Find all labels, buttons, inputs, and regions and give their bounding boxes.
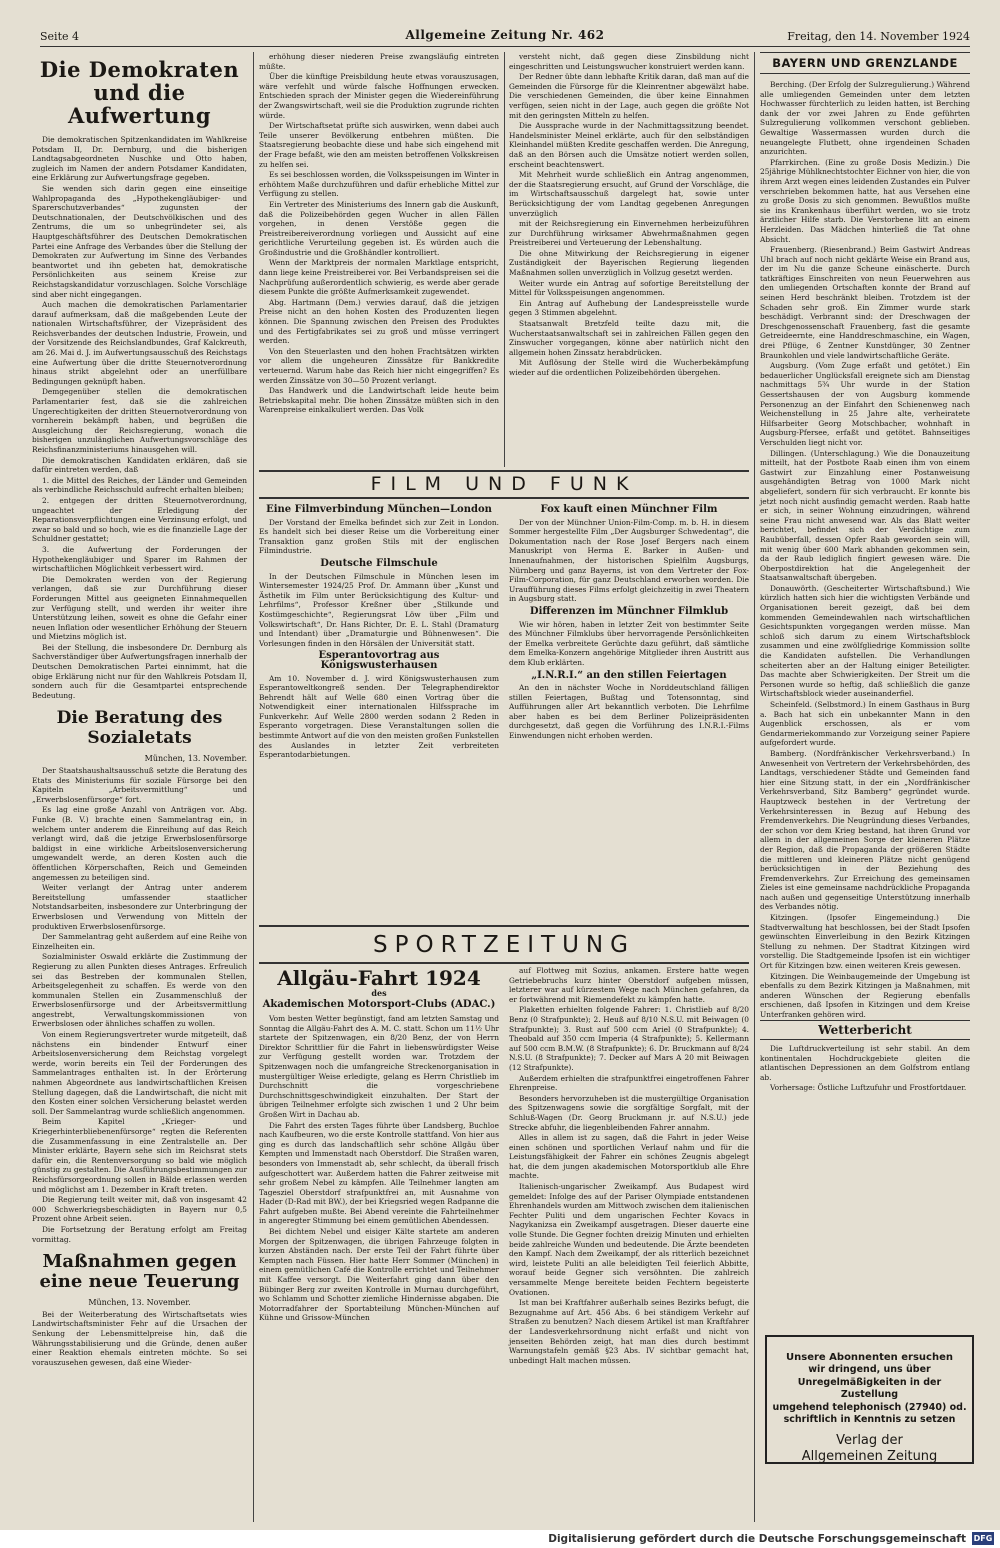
film-funk-banner: FILM UND FUNK: [370, 473, 638, 495]
dfg-logo: DFG: [973, 1534, 993, 1543]
article-paragraph: 1. die Mittel des Reiches, der Länder und Gemeinden als verbindliche Reichsschuld aufrecht erhalten bleiben;: [32, 475, 247, 495]
footer-credit: Digitalisierung gefördert durch die Deutsche Forschungsgemeinschaft: [548, 1533, 966, 1545]
film-column-right: [509, 502, 749, 922]
article-paragraph: Pfarrkirchen. (Eine zu große Dosis Medizin.) Die 25jährige Mühlknechtstochter Eichner von hier, die von ihrem Arzt wegen eines leidenden Zustandes ein Pulver verschrieben bekommen hatte, hat aus Versehen eine zu große Dosis zu sich genommen. Bewußtlos mußte sie ins Krankenhaus überführt werden, wo sie trotz ärztlicher Hilfe starb. Die Verstorbene litt an einem Herzleiden. Das Mädchen hinterließ die Tat ohne Absicht.: [760, 157, 971, 244]
section-rule: [259, 497, 749, 499]
weather-section: [760, 1020, 970, 1140]
article-paragraph: Abg. Hartmann (Dem.) verwies darauf, daß die jetzigen Preise nicht an den hohen Kosten des Produzenten liegen können. Die Spannung zwischen den Preisen des Produktes und des Fertigfabrikates sei zu groß und müsse verringert werden.: [259, 297, 499, 346]
article-paragraph: Von den Steuerlasten und den hohen Frachtsätzen wirkten vor allem die ungeheuren Zinssätze für Bankkredite verteuernd. Warum habe das Reich hier nicht eingegriffen? Es werden Zinssätze von 30—50 Prozent verlangt.: [259, 346, 499, 385]
article-paragraph: auf Flottweg mit Sozius, ankamen. Erstere hatte wegen Getriebebruchs kurz hinter Oberstdorf aufgeben müssen, letzterer war auf kürzestem Wege nach München gefahren, da er fortwährend mit Riemendefekt zu kämpfen hatte.: [509, 966, 749, 1004]
article-paragraph: Sozialminister Oswald erklärte die Zustimmung der Regierung zu allen Punkten dieses Antrages. Erfreulich sei das Bestreben der kommunalen Stellen, Arbeitsgelegenheit zu schaffen. Es werde von den kommunalen Stellen ein Zusammenschluß der Erwerbslosenfürsorge und der Arbeitsvermittlung angestrebt, Verwaltungskommissionen von Erwerbslosen oder ähnliches schaffen zu wollen.: [32, 952, 247, 1029]
notice-line-4: schriftlich in Kenntnis zu setzen: [783, 1414, 956, 1425]
article-paragraph: Der Staatshaushaltsausschuß setzte die Beratung des Etats des Ministeriums für soziale Fürsorge bei den Kapiteln „Arbeitsvermittlung“ und „Erwerbslosenfürsorge“ fort.: [32, 766, 247, 804]
headline-demokraten: Die Demokraten und die Aufwertung: [39, 57, 240, 128]
column-divider: [504, 52, 505, 467]
weather-title: Wetterbericht: [760, 1020, 970, 1040]
notice-publisher-2: Allgemeinen Zeitung: [801, 1448, 938, 1464]
article-teuerung-body: [32, 1310, 247, 1368]
article-paragraph: Bei der Weiterberatung des Wirtschaftsetats wies Landwirtschaftsminister Fehr auf die Ursachen der Senkung der Lebensmittelpreise hin, daß die Währungsstabilisierung und die Gründe, denen außer einer Reaktion ehemals eintreten möchte. So sei vorauszusehen gewesen, daß eine Wieder-: [32, 1309, 247, 1367]
weather-text: Die Luftdruckverteilung ist sehr stabil. An dem kontinentalen Hochdruckgebiete gleiten die atlantischen Depressionen an dem Golfstrom entlang ab.: [760, 1044, 970, 1082]
film-article-title: „I.N.R.I.“ an den stillen Feiertagen: [531, 669, 727, 681]
article-paragraph: Mit Mehrheit wurde schließlich ein Antrag angenommen, der die Staatsregierung ersucht, auf Grund der Vorschläge, die im Wirtschaftsausschuß dargelegt hat, sowie unter Berücksichtigung der vom Landtag gegebenen Anregungen unverzüglich: [509, 170, 749, 218]
headline-sozialetat: Die Beratung des Sozialetats: [56, 708, 223, 749]
column-1: [32, 52, 247, 1527]
film-article-text: Wie wir hören, haben in letzter Zeit von bestimmter Seite des Münchner Filmklubs über hervorragende Persönlichkeiten der Emelka verbreitete Gerüchte dazu geführt, daß sämtliche dem Emelka-Konzern angehörige Mitglieder ihren Austritt aus dem Klub erklärten.: [509, 619, 749, 667]
article-paragraph: Die demokratischen Kandidaten erklären, daß sie dafür eintreten werden, daß: [32, 455, 247, 475]
article-paragraph: Italienisch-ungarischer Zweikampf. Aus Budapest wird gemeldet: Infolge des auf der Pariser Olympiade entstandenen Ehrenhandels wurden am Mittwoch zwischen dem italienischen Fechter Puliti und dem ungarischen Fechter Kovacs in Nagykanizsa ein Zweikampf ausgetragen. Dieser dauerte eine volle Stunde. Die Gegner fochten dreizig Minuten und erhielten beide zahlreiche Wunden und bedeutende. Die Ärzte beendeten den Kampf. Nach dem Zweikampf, der als ritterlich bezeichnet wird, leistete Puliti an alle beleidigten Teil feierlich Abbitte, worauf beide Gegner sich versöhnten. Die zahlreich versammelte Menge bereitete beiden Fechtern begeisterte Ovationen.: [509, 1182, 749, 1297]
film-article-title: Esperantovortrag aus Königswusterhausen: [318, 650, 440, 671]
article-sozialetat-body: [32, 766, 247, 1244]
article-paragraph: Ist man bei Kraftfahrer außerhalb seines Bezirks befugt, die Bezugnahme auf Art. 456 Abs. 6 bei ständigem Verkehr auf Straßen zu benutzen? Nach diesem Artikel ist man Kraftfahrer der Landesverkehrsordnung nicht erfaßt und nicht von jenseiten Behörden zeigt, hat man dies durch bestimmt Warnungstafeln gemäß §23 Abs. IV sichtbar gemacht hat, unbedingt Halt machen müssen.: [509, 1298, 749, 1365]
film-article-title: Deutsche Filmschule: [320, 557, 438, 569]
article-paragraph: Alles in allem ist zu sagen, daß die Fahrt in jeder Weise einen schönen und sportlichen Verlauf nahm und für die Leistungsfähigkeit der Fahrer ein schönes Zeugnis abgelegt hat, die dem jungen akademischen Motorsportklub alle Ehre machte.: [509, 1133, 749, 1181]
section-rule: [259, 962, 749, 964]
article-paragraph: Die Regierung teilt weiter mit, daß von insgesamt 42 000 Schwerkriegsbeschädigten in Bayern nur 0,5 Prozent ohne Arbeit seien.: [32, 1195, 247, 1224]
article-paragraph: Sie wenden sich darin gegen eine einseitige Wahlpropaganda des „Hypothekengläubiger- und Sparerschutzverbandes“ zugunsten der Deutschnationalen, der Deutschvölkischen und des Zentrums, die um so unbegründeter sei, als Hauptgeschäftsführer des Deutschen Demokratischen Partei eine Anfrage des Verbandes über die Stellung der Demokraten zur Aufwertung im Sinne des Verbandes beantwortet und ihn gebeten hat, demokratische Persönlichkeiten aus seinem Kreise zur Reichstagskandidatur vorzuschlagen. Solche Vorschläge sind aber nicht eingegangen.: [32, 183, 247, 299]
page-header: [40, 28, 970, 47]
article-paragraph: Scheinfeld. (Selbstmord.) In einem Gasthaus in Burg a. Bach hat sich ein unbekannter Mann in den Augenblick erschossen, als er vom Gendarmeriekommando zur Vorzeigung seiner Papiere aufgefordert wurde.: [760, 700, 970, 748]
sport-subheadline: Akademischen Motorsport-Clubs (ADAC.): [262, 999, 496, 1010]
bayern-news: [760, 80, 970, 1020]
article-paragraph: Dillingen. (Unterschlagung.) Wie die Donauzeitung mitteilt, hat der Postbote Raab einen ihm von einem Gastwirt zur Einzahlung einer Postanweisung ausgehändigten Betrag von 1000 Mark nicht abgeliefert, sondern für sich verbraucht. Er konnte bis jetzt noch nicht ausfindig gemacht werden. Raab hatte er sich, in seiner Wohnung einzudringen, während seine Frau nicht anwesend war. Als das Blatt weiter berichtet, befindet sich der Verdächtige zum Raubüberfall, dessen Opfer Raab geworden sein will, mit wenig über 600 Mark abhanden gekommen sein, da der Raub lediglich fingiert gewesen wäre. Die Oberpostdirektion hat die Angelegenheit der Staatsanwaltschaft übergeben.: [760, 448, 970, 583]
article-demokraten-body: [32, 135, 247, 700]
article-paragraph: Frauenberg. (Riesenbrand.) Beim Gastwirt Andreas Uhl brach auf noch nicht geklärte Weise ein Brand aus, der im Nu die ganze Scheune einäscherte. Durch tatkräftiges Einschreiten von neun Feuerwehren aus den umliegenden Ortschaften konnte der Brand auf seinen Herd beschränkt bleiben. Trotzdem ist der Schaden sehr groß. Ein Zimmer wurde stark beschädigt. Verbrannt sind: der Dreschwagen der Dreschgenossenschaft Frauenberg, fast die gesamte Getreideernte, eine Handdreschmaschine, ein Wagen, drei Pflüge, 6 Zentner Kunstdünger, 30 Zentner Braunkohlen und viele landwirtschaftliche Geräte.: [760, 245, 970, 360]
article-paragraph: mit der Reichsregierung ein Einvernehmen herbeizuführen zur Durchführung wirksamer Abwehrmaßnahmen gegen Preistreiberei und Verteuerung der Lebenshaltung.: [509, 219, 749, 248]
article-paragraph: Der Sammelantrag geht außerdem auf eine Reihe von Einzelheiten ein.: [32, 932, 247, 951]
column-divider: [754, 52, 755, 1522]
digitization-footer: [0, 1530, 1000, 1548]
article-paragraph: 3. die Aufwertung der Forderungen der Hypothekengläubiger und Sparer im Rahmen der wirtschaftlichen Möglichkeit verbessert wird.: [32, 544, 247, 574]
article-teuerung-end: [509, 52, 749, 378]
film-article-text: An den in nächster Woche in Norddeutschland fälligen stillen Feiertagen, Bußtag und Totensonntag, sind Aufführungen aller Art bekanntlich verboten. Die Lehrfilme aber haben es bei dem Berliner Polizeipräsidenten durchgesetzt, daß gegen die Vorführung des I.N.R.I.-Films Einwendungen nicht erhoben werden.: [509, 683, 749, 741]
column-3-top: [509, 52, 749, 467]
section-rule: [259, 925, 749, 927]
column-divider: [253, 52, 254, 1522]
column-2-top: [259, 52, 499, 467]
film-article-text: Der von der Münchner Union-Film-Comp. m. b. H. in diesem Sommer hergestellte Film „Der Augsburger Schwedentag“, die Dokumentation nach der Rose Josef Bergers nach einem Manuskript von Herma E. Barker in Außen- und Innenaufnahmen, der historischen Spielfilm Augsburgs, Nürnberg und ganz Bayerns, ist von dem Vertreter der Fox-Film-Corporation, für ganz Deutschland erworben worden. Die Uraufführung dieses Films erfolgt gleichzeitig in zwei Theatern in Augsburg statt.: [509, 517, 749, 604]
article-paragraph: Mit Auflösung der Stelle wird die Wucherbekämpfung wieder auf die ordentlichen Polizeibehörden übergehen.: [509, 358, 749, 377]
film-column-left: [259, 502, 499, 922]
sport-headline-des: des: [371, 988, 387, 998]
column-4: [760, 52, 971, 1019]
subscriber-notice: [765, 1335, 974, 1464]
article-paragraph: Ein Antrag auf Aufhebung der Landespreisstelle wurde gegen 3 Stimmen abgelehnt.: [509, 298, 749, 318]
dateline-sozialetat: München, 13. November.: [144, 754, 247, 764]
dateline-teuerung: München, 13. November.: [88, 1298, 191, 1308]
article-paragraph: Bei dichtem Nebel und eisiger Kälte startete am anderen Morgen der Spitzenwagen, die übrigen Fahrzeuge folgten in kurzen Abständen nach. Der erste Teil der Fahrt führte über Kempten nach Füssen. Hier hatte Herr Sommer (München) in einem gemütlichen Café die Kontrolle errichtet und Teilnehmer mit Kaffee versorgt. Die Weiterfahrt ging dann über den Bübinger Berg zur zweiten Kontrolle in Murnau durchgeführt, wo Schlamm und Schotter ziemliche Hindernisse abgaben. Die Motorradfahrer der Sportabteilung München-München auf Kühne und Grissow-München: [259, 1227, 499, 1323]
weather-forecast: Vorhersage: Östliche Luftzufuhr und Frostfortdauer.: [770, 1083, 967, 1093]
article-paragraph: Die ohne Mitwirkung der Reichsregierung in eigener Zuständigkeit der Bayerischen Regierung liegenden Maßnahmen sollen unverzüglich in Vollzug gesetzt werden.: [509, 248, 749, 278]
article-paragraph: Weiter wurde ein Antrag auf sofortige Bereitstellung der Mittel für Volksspeisungen angenommen.: [509, 278, 749, 298]
notice-line-3: umgehend telephonisch (27940) od.: [772, 1401, 967, 1413]
article-paragraph: Bei der Stellung, die insbesondere Dr. Dernburg als Sachverständiger über Aufwertungsfragen innerhalb der Deutschen Demokratischen Partei einnimmt, hat die obige Erklärung nicht nur für den Wahlkreis Potsdam II, sondern auch für die Gesamtpartei entsprechende Bedeutung.: [32, 642, 247, 700]
article-paragraph: Die Fortsetzung der Beratung erfolgt am Freitag vormittag.: [32, 1224, 247, 1244]
article-paragraph: Berching. (Der Erfolg der Sulzregulierung.) Während alle umliegenden Gemeinden unter dem letzten Hochwasser fürchterlich zu leiden hatten, ist Berching dank der vor zwei Jahren zu Ende geführten Sulzregulierung vollkommen verschont geblieben. Gewaltige Wassermassen wurden durch die neuangelegte Flutbett, ohne irgendeinen Schaden anzurichten.: [760, 80, 970, 157]
article-paragraph: Kitzingen. (Ipsofer Eingemeindung.) Die Stadtverwaltung hat beschlossen, bei der Stadt Ipsofen gewünschten Einverleibung in den Bezirk Kitzingen Stellung zu nehmen. Der Stadtrat Kitzingen wird vorstellig. Die Stadtgemeinde Ipsofen ist ein wichtiger Ort für Kitzingen bzw. einen weiteren Kreis gewesen.: [760, 913, 970, 971]
article-paragraph: Von einem Regierungsvertreter wurde mitgeteilt, daß nächstens ein bindender Entwurf einer Arbeitslosenversicherung dem Reichstag vorgelegt werde, worin bereits ein Teil der Forderungen des Sammelantrages enthalten ist. In der Erörterung nahmen Abgeordnete aus landwirtschaftlichen Kreisen Stellung dagegen, daß die Landwirtschaft, die nicht mit den Kosten einer solchen Versicherung belastet werden soll. Der Sammelantrag wurde schließlich angenommen.: [32, 1030, 247, 1116]
sport-column-left: [259, 966, 499, 1522]
article-paragraph: Staatsanwalt Bretzfeld teilte dazu mit, die Wucherstaatsanwaltschaft sei in zahlreichen Fällen gegen den Zinswucher vorgegangen, könne aber natürlich nicht den allgemein hohen Zinssatz herabdrücken.: [509, 319, 749, 357]
sport-headline: Allgäu-Fahrt 1924: [277, 966, 481, 990]
film-article-title: Differenzen im Münchner Filmklub: [529, 605, 729, 617]
article-paragraph: Augsburg. (Vom Zuge erfaßt und getötet.) Ein bedauerlicher Unglücksfall ereignete sich am Dienstag nachmittags 5¾ Uhr wurde in der Station Gessertshausen der von Augsburg kommende Personenzug an der Einfahrt den Schienenweg nach Weichenstellung in 25 Jahre alte, verheiratete Hilfsarbeiter Georg Motschbacher, wohnhaft in Augsburg-Pfersee, erfaßt und getötet. Bahnseitiges Verschulden liegt nicht vor.: [760, 361, 970, 447]
page-number: Seite 4: [40, 30, 79, 43]
article-paragraph: Der Wirtschaftsetat prüfte sich auswirken, wenn dabei auch Teile unserer Bevölkerung entbehren müßten. Die Staatsregierung beobachte diese und habe sich eingehend mit der Frage befaßt, wie den am meisten betroffenen Volkskreisen zu helfen sei.: [259, 121, 499, 169]
article-paragraph: Beim Kapitel „Krieger- und Kriegerhinterbliebenenfürsorge“ regten die Referenten die Zusammenfassung in eine Zentralstelle an. Der Minister erklärte, Bayern sehe sich im Reichsrat stets dafür ein, die Rentenversorgung so bald wie möglich günstig zu gestalten. Die Ausführungsbestimmungen zur Reichsfürsorgeordnung sollen in Bälde erlassen werden und möglichst am 1. Dezember in Kraft treten.: [32, 1117, 247, 1194]
film-article-title: Fox kauft einen Münchner Film: [540, 504, 718, 515]
article-paragraph: Es sei beschlossen worden, die Volksspeisungen im Winter in erhöhtem Maße durchzuführen und dafür erhebliche Mittel zur Verfügung zu stellen.: [259, 170, 499, 199]
article-paragraph: Ein Vertreter des Ministeriums des Innern gab die Auskunft, daß die Polizeibehörden gegen Wucher in allen Fällen vorgehen, in denen Verstöße gegen die Preistreibereiverordnung vorliegen und Aussicht auf eine gerichtliche Verurteilung gegeben ist. Es würden auch die Großindustrie und die Großhändler kontrolliert.: [259, 199, 499, 257]
film-article-text: Der Vorstand der Emelka befindet sich zur Zeit in London. Es handelt sich bei dieser Reise um die Vorbereitung einer Transaktion ganz großen Stils mit der englischen Filmindustrie.: [259, 517, 499, 556]
article-paragraph: Auch machen die demokratischen Parlamentarier darauf aufmerksam, daß die maßgebenden Leute der nationalen Wirtschaftsführer, der Vizepräsident des Reichsverbandes der deutschen Industrie, Frowein, und der Vorsitzende des Reichslandbundes, Graf Kalckreuth, am 26. Mai d. J. im Aufwertungsausschuß des Reichstags eine Aufwertung über die dritte Steuernotverordnung hinaus strikt abgelehnt oder an unerfüllbare Bedingungen geknüpft haben.: [32, 300, 247, 386]
article-paragraph: Außerdem erhielten die strafpunktfrei eingetroffenen Fahrer Ehrenpreise.: [509, 1073, 749, 1093]
article-paragraph: Die Fahrt des ersten Tages führte über Landsberg, Buchloe nach Kaufbeuren, wo die erste Kontrolle stattfand. Von hier aus ging es durch das landschaftlich sehr schöne Allgäu über Kempten und Immenstadt nach Oberstdorf. Die Straßen waren, besonders von Immenstadt ab, sehr schlecht, da überall frisch aufgeschottert war. Außerdem hatten die Fahrer zeitweise mit sehr großem Nebel zu kämpfen. Alle Teilnehmer langten am Tagesziel Oberstdorf strafpunktfrei an, mit Ausnahme von Hader (D-Rad mit BW.), der bei Kriegsried wegen Radpanne die Fahrt aufgeben mußte. Bei Abend vereinte die Fahrteilnehmer in angeregter Stimmung bei einem gemütlichen Abendessen.: [259, 1120, 499, 1226]
issue-date: Freitag, den 14. November 1924: [787, 30, 970, 43]
sport-column-right: [509, 966, 749, 1522]
article-paragraph: Das Handwerk und die Landwirtschaft leide heute beim Betriebskapital mehr. Die hohen Zinssätze müßten sich in den Warenpreise einkalkuliert werden. Das Volk: [259, 386, 499, 415]
bayern-banner: BAYERN UND GRENZLANDE: [760, 52, 970, 74]
article-paragraph: Die Demokraten werden von der Regierung verlangen, daß sie zur Durchführung dieser Forderungen Mittel aus geeigneten Einnahmequellen zur Verfügung stellt, und werden ihr weiter ihre Unterstützung leihen, soweit es ohne die Gefahr einer neuen Inflation oder wesentlicher Erhöhung der Steuern und Mietzins möglich ist.: [32, 574, 247, 642]
article-paragraph: Die Aussprache wurde in der Nachmittagssitzung beendet. Handelsminister Meinel erklärte, auch für den selbständigen Kleinhandel müßten Kredite geschaffen werden. Die Anregung, daß an den Börsen auch die Umsätze notiert werden sollen, erscheint beachtenswert.: [509, 121, 749, 169]
film-article-text: In der Deutschen Filmschule in München lesen im Wintersemester 1924/25 Prof. Dr. Ammann über „Kunst und Ästhetik im Film unter Berücksichtigung des Kultur- und Lehrfilms“, Professor Kreßner über „Stilkunde und Kostümgeschichte“, Regierungsrat Löw über „Film und Volkswirtschaft“, Dr. Hans Richter, Dr. E. L. Stahl (Dramaturg und Intendant) über „Dramaturgie und Bühnenwesen“. Die Vorlesungen finden in den Hörsälen der Universität statt.: [259, 571, 499, 648]
article-paragraph: Donauwörth. (Gescheiterter Wirtschaftsbund.) Wie kürzlich hatten sich hier die wichtigsten Verbände und Organisationen bereit gezeigt, daß bei dem kommenden Gemeindewahlen nach wirtschaftlichen Gesichtspunkten vorgegangen werden müsse. Man schloß sich darum zu einem Wirtschaftsblock zusammen und eine zwölfgliedrige Kommission sollte die Kandidaten aufstellen. Die Verhandlungen scheiterten aber an der Haltung einiger Beteiligter. Das machte aber Schwierigkeiten. Der Streit um die Personen wurde so heftig, daß schließlich die ganze Wirtschaftsblock wieder auseinanderfiel.: [760, 583, 970, 699]
article-paragraph: Vom besten Wetter begünstigt, fand am letzten Samstag und Sonntag die Allgäu-Fahrt des A. M. C. statt. Schon um 11½ Uhr startete der Spitzenwagen, ein 8/20 Benz, der von Herrn Direktor Schrittlier für die Fahrt in liebenswürdigster Weise zur Verfügung gestellt worden war. Trotzdem der Spitzenwagen noch die umfangreiche Streckenorganisation in mustergültiger Weise erledigte, gelang es Herrn Christlieb im Durchschnitt die vorgeschriebene Durchschnittsgeschwindigkeit einzuhalten. Der Start der übrigen Teilnehmer erfolgte sich zwischen 1 und 2 Uhr beim Großen Wirt in Dachau ab.: [259, 1014, 499, 1119]
newspaper-title: Allgemeine Zeitung Nr. 462: [405, 28, 605, 42]
article-paragraph: 2. entgegen der dritten Steuernotverordnung, ungeachtet der Erledigung der Reparationsverpflichtungen eine Verzinsung erfolgt, und zwar so bald und so hoch, wie es die finanzielle Lage der Schuldner gestattet;: [32, 495, 247, 544]
article-paragraph: Der Redner übte dann lebhafte Kritik daran, daß man auf die Gemeinden die Fürsorge für die Kleinrentner abgewälzt habe. Die verschiedenen Gemeinden, die über keine Einnahmen verfügen, seien nicht in der Lage, auch gegen die größte Not mit den geringsten Mitteln zu helfen.: [509, 72, 749, 120]
article-paragraph: Bamberg. (Nordfränkischer Verkehrsverband.) In Anwesenheit von Vertretern der Verkehrsbehörden, des Landtags, verschiedener Städte und Gemeinden fand hier eine Sitzung statt, in der ein „Nordfränkischer Verkehrsverband, Sitz Bamberg“ gegründet wurde. Hauptzweck bestehen in der Vertretung der Verkehrsinteressen in Bezug auf Hebung des Fremdenverkehrs. Die Neugründung dieses Verbandes, der schon vor dem Krieg bestand, hat ihren Grund vor allem in der allgemeinen Sorge der kleineren Plätze der Region, daß die Propaganda der größeren Städte die mittleren und kleineren Plätze nicht genügend berücksichtigen in der Beziehung des Fremdenverkehrs. Zur Erreichung des gemeinsamen Zieles ist eine gemeinsame nachdrückliche Propaganda nach außen und gegenseitige Unterstützung innerhalb des Verbandes nötig.: [760, 748, 970, 912]
article-teuerung-continued: [259, 52, 499, 415]
article-paragraph: Die demokratischen Spitzenkandidaten im Wahlkreise Potsdam II, Dr. Dernburg, und die bisherigen Landtagsabgeordneten Nuschke und Otto haben, zugleich im Namen der andern Potsdamer Kandidaten, eine Erklärung zur Aufwertungsfrage gegeben.: [32, 135, 247, 183]
article-paragraph: Weiter verlangt der Antrag unter anderem Bereitstellung umfassender staatlicher Notstandsarbeiten, insbesondere zur Unterbringung der Erwerbslosen und Verwendung von Mitteln der produktiven Erwerbslosenfürsorge.: [32, 883, 247, 931]
article-paragraph: Demgegenüber stellen die demokratischen Parlamentarier fest, daß sie die zahlreichen Ungerechtigkeiten der dritten Steuernotverordnung von vornherein bekämpft haben, und begrüßen die Ausgleichung der Reichsregierung, wonach die bisherigen unzulänglichen Aufwertungsvorschläge des Reichsfinanzministeriums hinausgehen will.: [32, 387, 247, 454]
article-paragraph: Kitzingen. Die Weinbaugemeinde der Umgebung ist ebenfalls zu dem Bezirk Kitzingen ja Maßnahmen, mit anderen Wünschen der Regierung ebenfalls erschienen, daß Ipsofen in Kitzingen und dem Kreise Unterfranken gehören wird.: [760, 971, 970, 1019]
article-paragraph: Plaketten erhielten folgende Fahrer: 1. Christlieb auf 8/20 Benz (0 Strafpunkte); 2. Heuß auf 8/10 N.S.U. mit Beiwagen (0 Strafpunkte); 3. Rust auf 500 ccm Ariel (0 Strafpunkte); 4. Theobald auf 350 ccm Imperia (4 Strafpunkte); 5. Kellermann auf 500 ccm B.M.W. (8 Strafpunkte); 6. Dr. Bruckmann auf 8/24 N.S.U. (8 Strafpunkte); 7. Decker auf Mars A 20 mit Beiwagen (12 Strafpunkte).: [509, 1005, 749, 1072]
article-paragraph: Besonders hervorzuheben ist die mustergültige Organisation des Spitzenwagens sowie die sorgfältige Sorgfalt, mit der Schluß-Wagen (Dr. Georg Bruckmann jr. auf N.S.U.) jede Strecke abfuhr, die liegenbleibenden Fahrer annahm.: [509, 1093, 749, 1132]
article-paragraph: versteht nicht, daß gegen diese Zinsbildung nicht eingeschritten und Leistungswucher konstruiert werden kann.: [509, 52, 749, 71]
sport-banner: SPORTZEITUNG: [373, 932, 635, 958]
notice-line-1: Unsere Abonnenten ersuchen: [786, 1352, 953, 1363]
notice-publisher-1: Verlag der: [836, 1432, 903, 1448]
film-article-title: Eine Filmverbindung München—London: [266, 504, 492, 515]
article-paragraph: Es lag eine große Anzahl von Anträgen vor. Abg. Funke (B. V.) brachte einen Sammelantrag ein, in welchem unter anderem die Einreihung auf das Reich verlangt wird, daß die jetzige Erwerbslosenfürsorge baldigst in eine wirkliche Arbeitslosenversicherung umgewandelt werde, an deren Kosten auch die öffentlichen Körperschaften, Reich und Gemeinden angemessen zu beteiligen sind.: [32, 805, 247, 882]
article-paragraph: erhöhung dieser niederen Preise zwangsläufig eintreten müßte.: [259, 52, 499, 71]
film-article-text: Am 10. November d. J. wird Königswusterhausen zum Esperantoweltkongreß senden. Der Telegraphendirektor Behrendt hält auf Welle 680 einen Vortrag über die Notwendigkeit einer internationalen Hilfssprache im Funkverkehr. Auf Welle 2800 werden sodann 2 Reden in Esperanto vorgetragen. Diese Veranstaltungen sollen die bestimmte Antwort auf die von den meisten großen Funkstellen des Auslandes in letzter Zeit verbreiteten Esperantodarbietungen.: [259, 673, 499, 760]
notice-line-2: wir dringend, uns über Unregelmäßigkeiten in der Zustellung: [797, 1364, 942, 1400]
headline-teuerung: Maßnahmen gegen eine neue Teuerung: [39, 1251, 240, 1293]
article-paragraph: Wenn der Marktpreis der normalen Marktlage entspricht, dann liege keine Preistreiberei vor. Bei Verbandspreisen sei die Nachprüfung außerordentlich schwierig, es werde aber gerade diesem Punkte die größte Aufmerksamkeit zugewendet.: [259, 258, 499, 297]
article-paragraph: Über die künftige Preisbildung heute etwas vorauszusagen, wäre verfehlt und würde falsche Hoffnungen erwecken. Entschieden sprach der Minister gegen die Wiedereinführung der Zwangswirtschaft, weil sie die Produktion zugrunde richten würde.: [259, 72, 499, 120]
